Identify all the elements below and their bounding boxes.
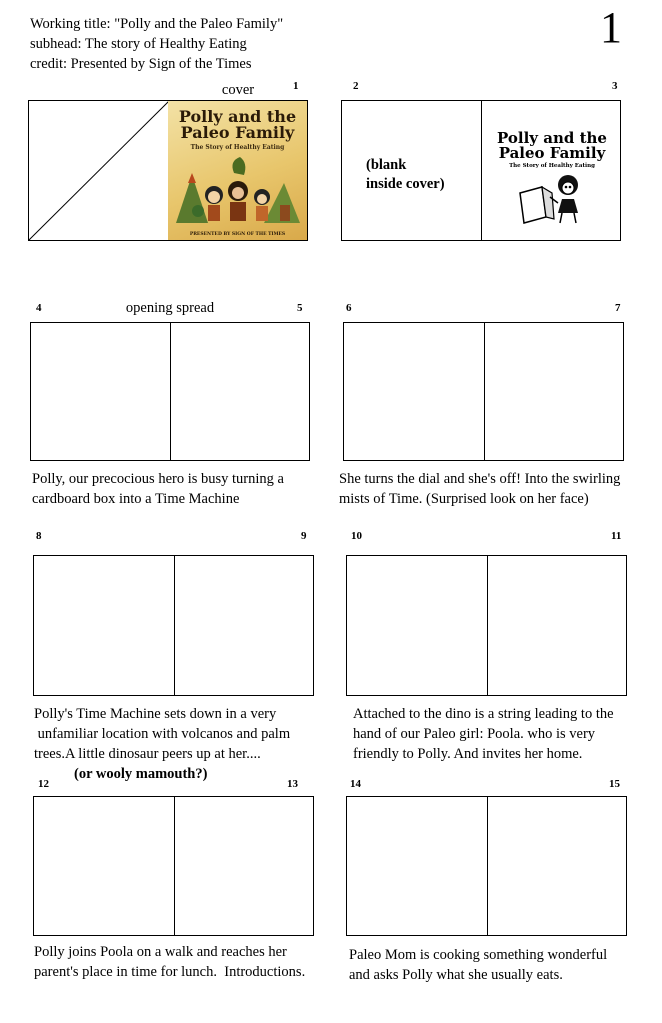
page-num-14: 14	[350, 778, 361, 790]
cover-title-line1: Polly and the	[178, 107, 297, 126]
title-page-art	[482, 101, 622, 240]
page-num-3: 3	[612, 80, 618, 92]
credit: credit: Presented by Sign of the Times	[30, 56, 252, 72]
caption-line: and asks Polly what she usually eats.	[349, 967, 563, 983]
spread-label: opening spread	[125, 300, 215, 316]
page-num-15: 15	[609, 778, 620, 790]
caption-line: Attached to the dino is a string leading to the	[353, 706, 614, 722]
spine-line	[487, 556, 488, 695]
caption-8-9	[34, 704, 290, 784]
cover-characters-art	[174, 153, 302, 225]
spine-line	[174, 797, 175, 935]
subhead: subhead: The story of Healthy Eating	[30, 36, 247, 52]
page-num-12: 12	[38, 778, 49, 790]
spine-line	[170, 323, 171, 460]
page-num-4: 4	[36, 302, 42, 314]
cover-footer: PRESENTED BY SIGN OF THE TIMES	[189, 232, 286, 237]
page-num-8: 8	[36, 530, 42, 542]
page-num-6: 6	[346, 302, 352, 314]
caption-4-5	[32, 469, 284, 509]
page-num-13: 13	[287, 778, 298, 790]
page-num-9: 9	[301, 530, 307, 542]
spread-4-5	[30, 322, 310, 461]
spread-6-7	[343, 322, 624, 461]
polly-box-sketch	[512, 171, 592, 225]
caption-14-15	[349, 945, 607, 985]
caption-line: friendly to Polly. And invites her home.	[353, 746, 583, 762]
cover-label: cover	[221, 82, 255, 98]
caption-line: Paleo Mom is cooking something wonderful	[349, 947, 608, 963]
caption-line: parent's place in time for lunch. Introductions.	[34, 964, 306, 980]
caption-line: cardboard box into a Time Machine	[32, 491, 240, 507]
spread-14-15	[346, 796, 627, 936]
inside-cover-spread	[341, 100, 621, 241]
page-num-10: 10	[351, 530, 362, 542]
caption-10-11	[353, 704, 614, 764]
spine-line	[484, 323, 485, 460]
caption-line: Polly joins Poola on a walk and reaches her	[34, 944, 287, 960]
cover-illustration	[168, 101, 307, 240]
cover-subtitle: The Story of Healthy Eating	[190, 144, 285, 151]
title-page-subtitle: The Story of Healthy Eating	[509, 163, 595, 169]
cover-title-line2: Paleo Family	[180, 123, 295, 142]
spread-12-13	[33, 796, 314, 936]
page-num-5: 5	[297, 302, 303, 314]
page-num-2: 2	[353, 80, 359, 92]
title-page-line1: Polly and the	[497, 129, 607, 147]
page-num-1: 1	[293, 80, 299, 92]
page-num-7: 7	[615, 302, 621, 314]
caption-line: hand of our Paleo girl: Poola. who is very	[353, 726, 596, 742]
spread-8-9	[33, 555, 314, 696]
cover-spread	[28, 100, 308, 241]
blank-note-line1: (blank	[366, 157, 407, 173]
caption-line: Polly, our precocious hero is busy turning a	[32, 471, 284, 487]
diagonal-strike	[29, 101, 169, 240]
title-page-line2: Paleo Family	[498, 144, 606, 162]
blank-note-line2: inside cover)	[366, 176, 445, 192]
spine-line	[487, 797, 488, 935]
sheet-page-number: 1	[600, 3, 622, 52]
caption-line: unfamiliar location with volcanos and palm	[34, 726, 291, 742]
caption-alternate-note: (or wooly mamouth?)	[74, 766, 208, 782]
caption-line: mists of Time. (Surprised look on her face)	[339, 491, 589, 507]
caption-line: trees.A little dinosaur peers up at her....	[34, 746, 261, 762]
caption-12-13	[34, 942, 305, 982]
working-title: Working title: "Polly and the Paleo Family"	[30, 16, 284, 32]
caption-line: Polly's Time Machine sets down in a very	[34, 706, 277, 722]
page-num-11: 11	[611, 530, 622, 542]
spine-line	[174, 556, 175, 695]
caption-line: She turns the dial and she's off! Into the swirling	[339, 471, 621, 487]
spread-10-11	[346, 555, 627, 696]
caption-6-7	[339, 469, 620, 509]
